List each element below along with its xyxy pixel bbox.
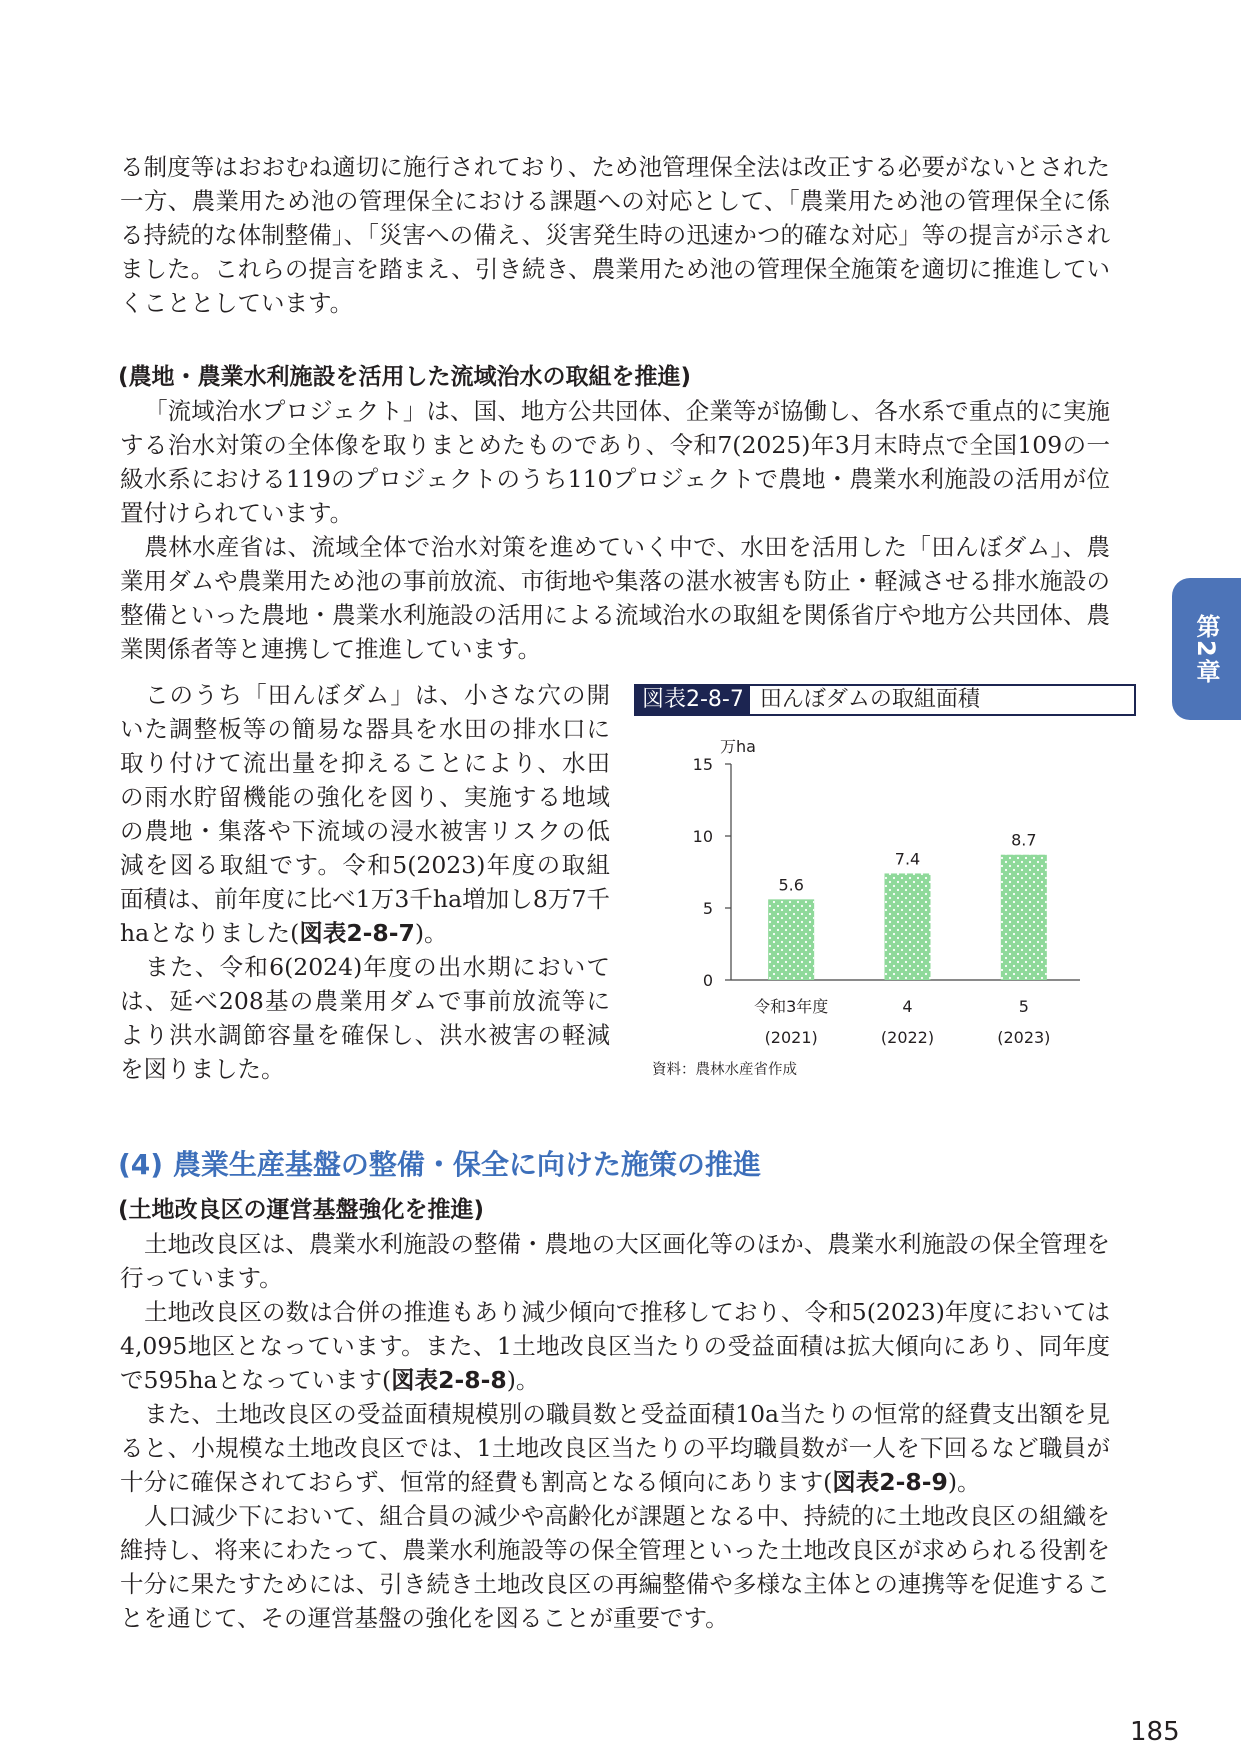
chapter-tab-label: 第2章 bbox=[1192, 613, 1220, 685]
section-heading-4: (4) 農業生産基盤の整備・保全に向けた施策の推進 bbox=[118, 1148, 761, 1181]
tanbo-paragraph-2-text: また、令和6(2024)年度の出水期においては、延べ208基の農業用ダムで事前放流等により洪水調節容量を確保し、洪水被害の軽減を図りました。 bbox=[120, 953, 610, 1083]
x-tick-label-2-1: (2023) bbox=[997, 1028, 1051, 1047]
tochi-paragraph-1 bbox=[120, 1227, 1110, 1295]
tanbo-paragraph-2 bbox=[120, 950, 610, 1086]
figure-title-box bbox=[634, 684, 1136, 716]
tanbo-paragraph-1 bbox=[120, 678, 610, 950]
tochi-paragraph-3-end: )。 bbox=[947, 1468, 981, 1496]
bar-pattern-1 bbox=[885, 873, 931, 980]
figure-ref-2-8-8[interactable]: 図表2-8-8 bbox=[391, 1366, 507, 1394]
heading-tochi-kairyoku: (土地改良区の運営基盤強化を推進) bbox=[118, 1197, 485, 1223]
ryuiki-paragraph-2 bbox=[120, 530, 1110, 666]
figure-ref-2-8-7[interactable]: 図表2-8-7 bbox=[299, 919, 415, 947]
figure-label: 図表2-8-7 bbox=[636, 686, 750, 714]
bar-pattern-0 bbox=[768, 899, 814, 980]
data-label-1: 7.4 bbox=[894, 849, 921, 869]
tochi-paragraph-1-text: 土地改良区は、農業水利施設の整備・農地の大区画化等のほか、農業水利施設の保全管理を行っています。 bbox=[120, 1230, 1110, 1292]
page-number: 185 bbox=[1130, 1717, 1180, 1747]
ryuiki-paragraph-2-text: 農林水産省は、流域全体で治水対策を進めていく中で、水田を活用した「田んぼダム」、農業用ダムや農業用ため池の事前放流、市街地や集落の湛水被害も防止・軽減させる排水施設の整備といった農地・農業水利施設の活用による流域治水の取組を関係省庁や地方公共団体、農業関係者等と連携して推進しています。 bbox=[120, 533, 1110, 663]
y-tick-label: 15 bbox=[692, 755, 713, 774]
x-tick-label-1-1: (2022) bbox=[880, 1028, 935, 1047]
x-tick-label-0-1: (2021) bbox=[764, 1028, 818, 1047]
tochi-paragraph-2 bbox=[120, 1295, 1110, 1397]
y-tick-label: 5 bbox=[702, 899, 713, 918]
y-axis-unit: 万ha bbox=[720, 737, 756, 756]
data-label-2: 8.7 bbox=[1011, 830, 1037, 850]
figure-ref-2-8-9[interactable]: 図表2-8-9 bbox=[832, 1468, 948, 1496]
x-tick-label-2-0: 5 bbox=[1018, 997, 1029, 1016]
tanbo-paragraph-1-end: )。 bbox=[414, 919, 448, 947]
tochi-paragraph-4 bbox=[120, 1499, 1110, 1635]
y-tick-label: 0 bbox=[702, 971, 713, 990]
tochi-paragraph-3-text: また、土地改良区の受益面積規模別の職員数と受益面積10a当たりの恒常的経費支出額を見ると、小規模な土地改良区では、1土地改良区当たりの平均職員数が一人を下回るなど職員が十分に確保されておらず、恒常的経費も割高となる傾向にあります( bbox=[120, 1400, 1110, 1496]
y-tick-label: 10 bbox=[692, 827, 713, 846]
ryuiki-paragraph-1 bbox=[120, 394, 1110, 530]
x-tick-label-1-0: 4 bbox=[902, 997, 913, 1016]
tanbo-paragraph-1-text: このうち「田んぼダム」は、小さな穴の開いた調整板等の簡易な器具を水田の排水口に取り付けて流出量を抑えることにより、水田の雨水貯留機能の強化を図り、実施する地域の農地・集落や下流域の浸水被害リスクの低減を図る取組です。令和5(2023)年度の取組面積は、前年度に比べ1万3千ha増加し8万7千haとなりました( bbox=[120, 681, 610, 947]
heading-ryuiki-chisui: (農地・農業水利施設を活用した流域治水の取組を推進) bbox=[118, 364, 692, 390]
tochi-paragraph-4-text: 人口減少下において、組合員の減少や高齢化が課題となる中、持続的に土地改良区の組織を維持し、将来にわたって、農業水利施設等の保全管理といった土地改良区が求められる役割を十分に果たすためには、引き続き土地改良区の再編整備や多様な主体との連携等を促進することを通じて、その運営基盤の強化を図ることが重要です。 bbox=[120, 1502, 1110, 1632]
data-label-0: 5.6 bbox=[778, 875, 804, 895]
figure-title: 田んぼダムの取組面積 bbox=[759, 687, 980, 712]
chapter-tab[interactable] bbox=[1172, 578, 1241, 720]
bar-pattern-2 bbox=[1001, 855, 1047, 980]
tochi-paragraph-3 bbox=[120, 1397, 1110, 1499]
tochi-paragraph-2-text: 土地改良区の数は合併の推進もあり減少傾向で推移しており、令和5(2023)年度においては4,095地区となっています。また、1土地改良区当たりの受益面積は拡大傾向にあり、同年度で595haとなっています( bbox=[120, 1298, 1110, 1394]
x-tick-label-0-0: 令和3年度 bbox=[754, 997, 829, 1016]
figure-source: 資料：農林水産省作成 bbox=[652, 1062, 797, 1078]
tochi-paragraph-2-end: )。 bbox=[506, 1366, 540, 1394]
intro-paragraph: る制度等はおおむね適切に施行されており、ため池管理保全法は改正する必要がないとされた一方、農業用ため池の管理保全における課題への対応として、「農業用ため池の管理保全に係る持続的な体制整備」、「災害への備え、災害発生時の迅速かつ的確な対応」等の提言が示されました。これらの提言を踏まえ、引き続き、農業用ため池の管理保全施策を適切に推進していくこととしています。 bbox=[120, 153, 1110, 317]
ryuiki-paragraph-1-text: 「流域治水プロジェクト」は、国、地方公共団体、企業等が協働し、各水系で重点的に実施する治水対策の全体像を取りまとめたものであり、令和7(2025)年3月末時点で全国109の一級水系における119のプロジェクトのうち110プロジェクトで農地・農業水利施設の活用が位置付けられています。 bbox=[120, 397, 1110, 527]
bar-chart bbox=[640, 720, 1100, 1050]
